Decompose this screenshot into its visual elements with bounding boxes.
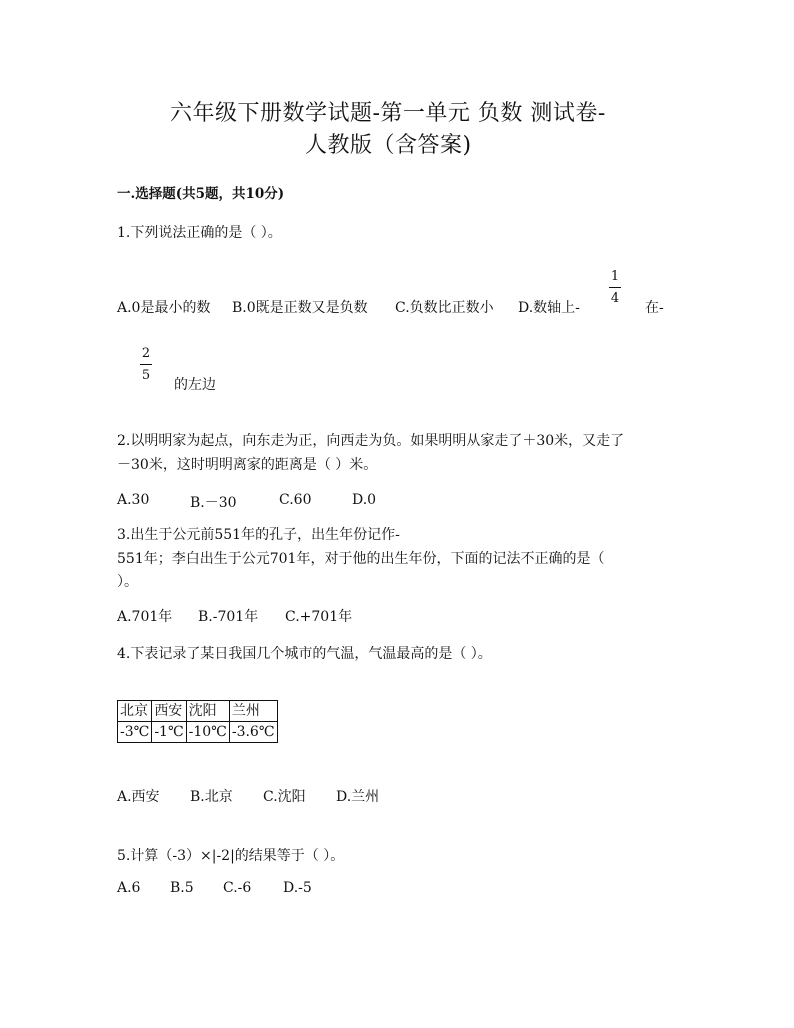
question-3-option-a: A.701年: [117, 609, 173, 625]
question-3-line3: ）。: [117, 574, 138, 590]
question-1-option-d: D.数轴上-: [518, 300, 580, 316]
question-3-option-c: C.+701年: [285, 609, 353, 625]
fraction-bar: [140, 364, 152, 365]
fraction-one-quarter: [609, 269, 621, 306]
fraction-denominator: 5: [141, 368, 151, 383]
temperature-table: [117, 700, 278, 743]
table-cell-city: 北京: [118, 701, 152, 722]
table-cell-city: 兰州: [229, 701, 277, 722]
document-title-line1: 六年级下册数学试题-第一单元 负数 测试卷-: [170, 101, 606, 126]
fraction-two-fifths: [140, 346, 152, 383]
question-1-stem: 1.下列说法正确的是（ ）。: [117, 225, 282, 241]
question-1-option-b: B.0既是正数又是负数: [232, 300, 368, 316]
question-4-option-c: C.沈阳: [263, 789, 306, 805]
question-5-option-d: D.-5: [283, 880, 312, 896]
question-4-option-a: A.西安: [117, 789, 160, 805]
question-3-line1: 3.出生于公元前551年的孔子，出生年份记作-: [117, 527, 400, 543]
table-row: [118, 701, 278, 722]
question-2-line1: 2.以明明家为起点，向东走为正，向西走为负。如果明明从家走了＋30米，又走了: [117, 433, 625, 449]
question-1-option-d-tail: 的左边: [174, 377, 216, 393]
table-cell-city: 西安: [152, 701, 186, 722]
question-4-stem: 4.下表记录了某日我国几个城市的气温，气温最高的是（ ）。: [117, 646, 492, 662]
table-cell-temp: -3℃: [118, 722, 152, 743]
question-1-option-d-mid: 在-: [645, 300, 664, 316]
question-2-option-b: B.－30: [190, 495, 237, 511]
question-5-option-b: B.5: [170, 880, 194, 896]
question-4-option-d: D.兰州: [336, 789, 380, 805]
table-cell-temp: -1℃: [152, 722, 186, 743]
question-5-option-a: A.6: [117, 880, 141, 896]
table-row: [118, 722, 278, 743]
section-heading: 一.选择题(共5题，共10分): [117, 186, 285, 202]
table-cell-temp: -10℃: [186, 722, 229, 743]
question-4-option-b: B.北京: [190, 789, 233, 805]
question-2-option-a: A.30: [117, 492, 150, 508]
question-3-option-b: B.-701年: [198, 609, 259, 625]
table-cell-temp: -3.6℃: [229, 722, 277, 743]
fraction-denominator: 4: [610, 291, 620, 306]
question-2-option-c: C.60: [279, 492, 312, 508]
question-1-option-c: C.负数比正数小: [395, 300, 494, 316]
fraction-numerator: 2: [141, 346, 151, 361]
question-2-line2: －30米，这时明明离家的距离是（ ）米。: [117, 457, 378, 473]
table-cell-city: 沈阳: [186, 701, 229, 722]
question-5-stem: 5.计算（-3）×|-2|的结果等于（ ）。: [117, 848, 345, 864]
fraction-bar: [609, 287, 621, 288]
fraction-numerator: 1: [610, 269, 620, 284]
question-1-option-a: A.0是最小的数: [117, 300, 211, 316]
question-2-option-d: D.0: [352, 492, 377, 508]
question-3-line2: 551年；李白出生于公元701年，对于他的出生年份，下面的记法不正确的是（: [117, 551, 605, 567]
document-title-line2: 人教版（含答案): [305, 133, 472, 158]
question-5-option-c: C.-6: [223, 880, 252, 896]
